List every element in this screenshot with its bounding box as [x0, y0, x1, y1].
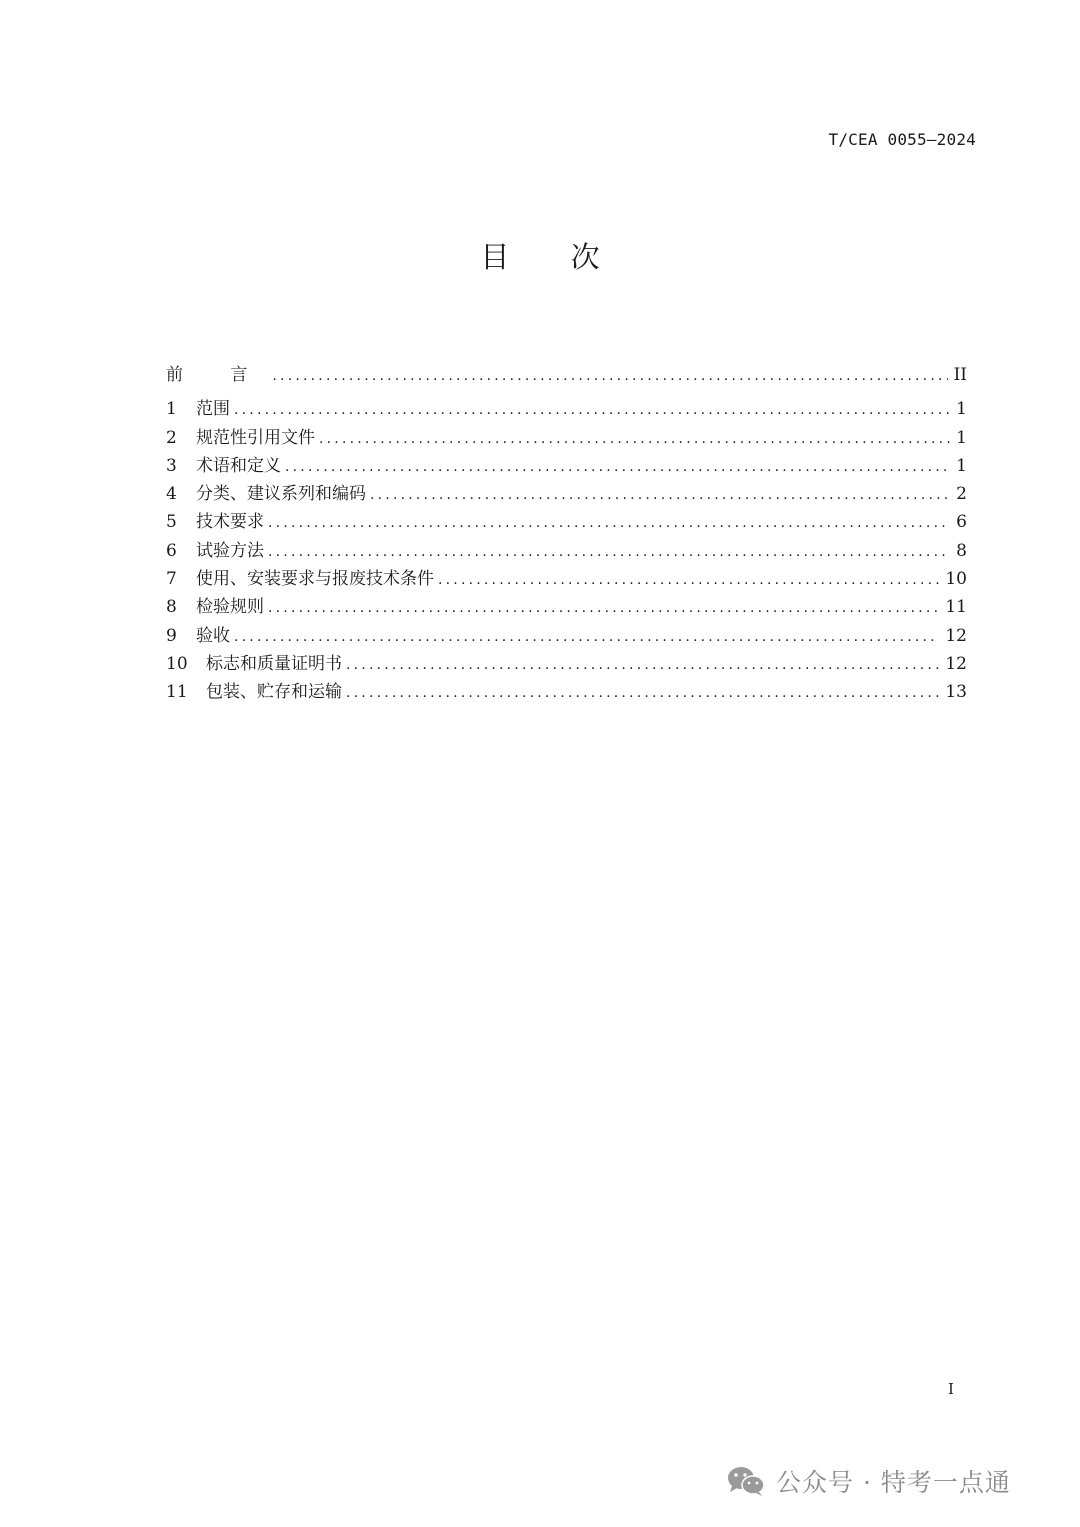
toc-entry-page: 11 [945, 597, 967, 618]
toc-leader-dots [234, 629, 939, 645]
toc-entry-number: 3 [166, 455, 177, 476]
toc-entry-label: 包装、贮存和运输 [206, 682, 342, 703]
toc-entry-number: 6 [166, 540, 177, 561]
toc-entry-label: 范围 [196, 399, 230, 420]
toc-leader-dots [268, 600, 939, 616]
toc-entry-1[interactable] [166, 394, 967, 422]
toc-entry-label: 前 言 [166, 365, 269, 385]
toc-leader-dots [285, 459, 950, 475]
toc-entry-number: 2 [166, 427, 177, 448]
toc-entry-page: 12 [945, 625, 967, 646]
toc-entry-page: 8 [956, 540, 967, 561]
toc-entry-label: 技术要求 [196, 512, 264, 533]
toc-leader-dots [346, 657, 939, 673]
toc-entry-number: 1 [166, 399, 177, 420]
toc-entry-10[interactable] [166, 649, 967, 677]
toc-leader-dots [268, 544, 950, 560]
toc-entry-number: 7 [166, 569, 177, 590]
toc-entry-label: 标志和质量证明书 [206, 653, 342, 674]
toc-leader-dots [268, 515, 950, 531]
toc-entry-label: 术语和定义 [196, 455, 281, 476]
toc-entry-page: 12 [945, 653, 967, 674]
toc-entry-page: 1 [956, 399, 967, 420]
toc-entry-number: 5 [166, 512, 177, 533]
toc-entry-label: 试验方法 [196, 540, 264, 561]
toc-entry-page: 13 [945, 682, 967, 703]
toc-leader-dots [319, 431, 950, 447]
toc-entry-11[interactable] [166, 677, 967, 705]
toc-entry-7[interactable] [166, 564, 967, 592]
toc-entry-label: 分类、建议系列和编码 [196, 484, 366, 505]
toc-entry-number: 11 [166, 682, 188, 703]
watermark [726, 1463, 1011, 1499]
toc-entry-9[interactable] [166, 621, 967, 649]
toc-entry-number: 4 [166, 484, 177, 505]
toc-entry-2[interactable] [166, 423, 967, 451]
wechat-icon [726, 1465, 766, 1497]
toc-leader-dots [370, 487, 950, 503]
toc-entry-foreword[interactable] [166, 360, 967, 388]
toc-entry-8[interactable] [166, 592, 967, 620]
table-of-contents [166, 360, 967, 706]
toc-entry-page: 1 [956, 455, 967, 476]
toc-entry-3[interactable] [166, 451, 967, 479]
toc-leader-dots [346, 685, 939, 701]
toc-entry-label: 使用、安装要求与报废技术条件 [196, 569, 434, 590]
toc-entry-5[interactable] [166, 507, 967, 535]
toc-entry-page: 10 [945, 569, 967, 590]
toc-entry-page: 6 [956, 512, 967, 533]
document-code: T/CEA 0055—2024 [828, 130, 976, 149]
toc-entry-page: II [953, 365, 967, 385]
toc-entry-page: 2 [956, 484, 967, 505]
page-number: I [948, 1380, 954, 1398]
toc-entry-number: 10 [166, 653, 188, 674]
toc-entry-number: 9 [166, 625, 177, 646]
toc-entry-page: 1 [956, 427, 967, 448]
toc-leader-dots [438, 572, 939, 588]
toc-leader-dots [272, 368, 947, 384]
toc-entry-6[interactable] [166, 536, 967, 564]
toc-leader-dots [234, 402, 950, 418]
toc-entry-4[interactable] [166, 479, 967, 507]
toc-entry-number: 8 [166, 597, 177, 618]
watermark-text: 公众号 · 特考一点通 [776, 1468, 1011, 1497]
page-title: 目 次 [480, 240, 626, 274]
toc-entry-label: 规范性引用文件 [196, 427, 315, 448]
toc-entry-label: 验收 [196, 625, 230, 646]
toc-entry-label: 检验规则 [196, 597, 264, 618]
